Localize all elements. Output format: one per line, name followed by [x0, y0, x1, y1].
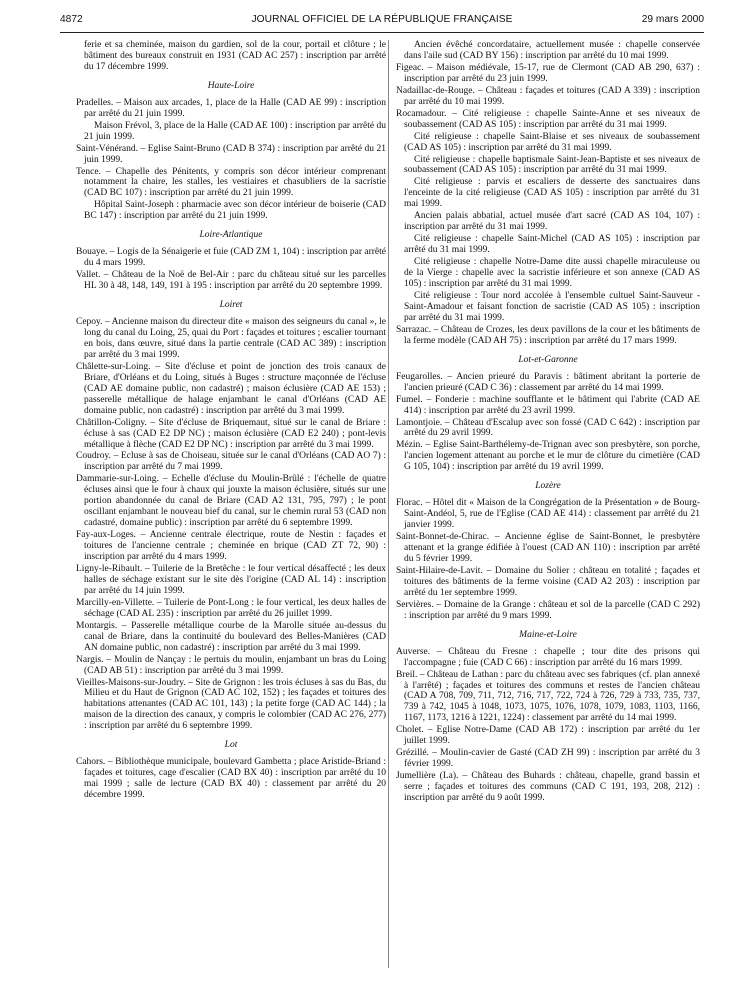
running-header: [60, 14, 704, 30]
entry: Cahors. – Bibliothèque municipale, boulevard Gambetta ; place Aristide-Briand : façades et toitures, cage d'escalier (CAD BX 40) : inscription par arrêté du 10 mai 1999 ; salle de lecture (CAD BX 40) : classement par arrêté du 20 décembre 1999.: [76, 757, 386, 801]
sub-entry: Ancien évêché concordataire, actuellement musée : chapelle conservée dans l'aile sud (CAD BY 156) : inscription par arrêté du 10 mai 1999.: [404, 40, 700, 61]
issue-date: 29 mars 2000: [641, 14, 704, 25]
entry: Tence. – Chapelle des Pénitents, y compris son décor intérieur comprenant notamment la chaire, les stalles, les vestiaires et chasubliers de la sacristie (CAD BC 107) : inscription par arrêté du 21 juin 1999.: [76, 166, 386, 199]
entry: Feugarolles. – Ancien prieuré du Paravis : bâtiment abritant la porterie de l'ancien prieuré (CAD C 36) : classement par arrêté du 14 mai 1999.: [396, 371, 700, 393]
continued-entry: ferie et sa cheminée, maison du gardien, sol de la cour, portail et clôture ; le bâtiment des bureaux construit en 1931 (CAD AC 257) : inscription par arrêté du 17 décembre 1999.: [84, 40, 386, 72]
sub-entry: Maison Frévol, 3, place de la Halle (CAD AE 100) : inscription par arrêté du 21 juin 1999.: [84, 120, 386, 142]
entry: Nadaillac-de-Rouge. – Château : façades et toitures (CAD A 339) : inscription par arrêté du 10 mai 1999.: [396, 85, 700, 107]
entry: Lamontjoie. – Château d'Escalup avec son fossé (CAD C 642) : inscription par arrêté du 29 avril 1999.: [396, 417, 700, 439]
entry: Saint-Hilaire-de-Lavit. – Domaine du Solier : château en totalité ; façades et toitures des bâtiments de la ferme voisine (CAD A2 203) : inscription par arrêté du 1er septembre 1999.: [396, 565, 700, 598]
sub-entry: Ancien palais abbatial, actuel musée d'art sacré (CAD AS 104, 107) : inscription par arrêté du 31 mai 1999.: [404, 211, 700, 233]
entry: Vallet. – Château de la Noë de Bel-Air : parc du château situé sur les parcelles HL 30 à 48, 148, 149, 191 à 195 : inscription par arrêté du 20 septembre 1999.: [76, 270, 386, 292]
sub-entry: Cité religieuse : chapelle baptismale Saint-Jean-Baptiste et ses niveaux de soubassement (CAD AS 105) : inscription par arrêté du 31 mai 1999.: [404, 154, 700, 176]
entry: Breil. – Château de Lathan : parc du château avec ses fabriques (cf. plan annexé à l'arrêté) ; façades et toitures des communs et restes de l'ancien château (CAD A 708, 709, 711, 712, 716, 717, 722, 724 à 726, 729 à 733, 735, 737, 739 à 742, 1045 à 1048, 1073, 1075, 1076, 1078, 1079, 1083, 1103, 1166, 1167, 1173, 1216 à 1221, 1224) : classement par arrêté du 14 mai 1999.: [396, 669, 700, 724]
sub-entry: Cité religieuse : parvis et escaliers de desserte des sanctuaires dans l'enceinte de la cité religieuse (CAD AS 105) : inscription par arrêté du 31 mai 1999.: [404, 177, 700, 210]
entry: Pradelles. – Maison aux arcades, 1, place de la Halle (CAD AE 99) : inscription par arrêté du 21 juin 1999.: [76, 97, 386, 119]
sub-entry: Cité religieuse : chapelle Saint-Blaise et ses niveaux de soubassement (CAD AS 105) : inscription par arrêté du 31 mai 1999.: [404, 131, 700, 153]
section-heading: Lot-et-Garonne: [518, 354, 578, 365]
entry: Fay-aux-Loges. – Ancienne centrale électrique, route de Nestin : façades et toitures de l'ancienne centrale ; cheminée en brique (CAD ZT 72, 90) : inscription par arrêté du 4 mars 1999.: [76, 530, 386, 563]
entry: Cholet. – Eglise Notre-Dame (CAD AB 172) : inscription par arrêté du 1er juillet 1999.: [396, 725, 700, 747]
entry: Florac. – Hôtel dit « Maison de la Congrégation de la Présentation » de Bourg-Saint-Andéol, 5, rue de l'Eglise (CAD AE 414) : classement par arrêté du 21 janvier 1999.: [396, 498, 700, 531]
section-heading: Haute-Loire: [207, 80, 255, 91]
entry: Bouaye. – Logis de la Sénaigerie et fuie (CAD ZM 1, 104) : inscription par arrêté du 4 mars 1999.: [76, 247, 386, 269]
entry: Ligny-le-Ribault. – Tuilerie de la Bretêche : le four vertical désaffecté ; les deux halles de séchage existant sur le site dès l'origine (CAD AL 14) : inscription par arrêté du 14 juin 1999.: [76, 563, 386, 596]
entry: Fumel. – Fonderie : machine soufflante et le bâtiment qui l'abrite (CAD AE 414) : inscription par arrêté du 23 avril 1999.: [396, 394, 700, 416]
sub-entry: Cité religieuse : chapelle Notre-Dame dite aussi chapelle miraculeuse ou de la Vierge : chapelle avec la sacristie inférieure et son annexe (CAD AS 105) : inscription par arrêté du 31 mai 1999.: [404, 257, 700, 290]
section-heading: Lot: [224, 740, 238, 751]
header-rule: [60, 32, 704, 33]
entry: Jumellière (La). – Château des Buhards : château, chapelle, grand bassin et serre ; façades et toitures des communs (CAD C 191, 193, 208, 212) : inscription par arrêté du 9 août 1999.: [396, 771, 700, 804]
section-heading: Lozère: [535, 481, 561, 492]
entry: Châlette-sur-Loing. – Site d'écluse et point de jonction des trois canaux de Briare, d'Orléans et du Loing, situés à Buges : structure maçonnée de l'écluse (CAD AE domaine public, non cadastré) ; maison éclusière (CAD AE 153) ; passerelle métallique de halage enjambant le canal d'Orléans (CAD AE domaine public, non cadastré) : inscription par arrêté du 3 mai 1999.: [76, 361, 386, 416]
entry: Marcilly-en-Villette. – Tuilerie de Pont-Long : le four vertical, les deux halles de séchage (CAD AL 235) : inscription par arrêté du 26 juillet 1999.: [76, 597, 386, 619]
entry: Figeac. – Maison médiévale, 15-17, rue de Clermont (CAD AB 290, 637) : inscription par arrêté du 23 juin 1999.: [396, 62, 700, 84]
entry: Coudroy. – Ecluse à sas de Choiseau, située sur le canal d'Orléans (CAD AO 7) : inscription par arrêté du 7 mai 1999.: [76, 451, 386, 473]
entry: Dammarie-sur-Loing. – Echelle d'écluse du Moulin-Brûlé : l'échelle de quatre écluses ainsi que le four à chaux qui jouxte la maison éclusière, situés sur une portion abandonnée du canal de Briare (CAD A2 131, 795, 797) ; le pont oscillant enjambant le nouveau bief du canal, sur le chemin rural 53 (CAD non cadastré, domaine public) : inscription par arrêté du 6 septembre 1999.: [76, 474, 386, 529]
section-heading: Maine-et-Loire: [519, 629, 577, 640]
section-heading: Loire-Atlantique: [199, 230, 263, 241]
entry: Sarrazac. – Château de Crozes, les deux pavillons de la cour et les bâtiments de la ferme modèle (CAD AH 75) : inscription par arrêté du 17 mars 1999.: [396, 324, 700, 346]
entry: Saint-Vénérand. – Eglise Saint-Bruno (CAD B 374) : inscription par arrêté du 21 juin 1999.: [76, 143, 386, 165]
journal-title: JOURNAL OFFICIEL DE LA RÉPUBLIQUE FRANÇAISE: [251, 14, 513, 25]
entry: Vieilles-Maisons-sur-Joudry. – Site de Grignon : les trois écluses à sas du Bas, du Milieu et du Haut de Grignon (CAD AC 102, 152) ; les façades et toitures des habitations attenantes (CAD AC 101, 143) ; la petite forge (CAD AC 144) ; la maison de la direction des canaux, y compris le colombier (CAD AC 276, 277) : inscription par arrêté du 6 septembre 1999.: [76, 677, 386, 732]
entry: Cepoy. – Ancienne maison du directeur dite « maison des seigneurs du canal », le long du canal du Loing, 25, quai du Port : façades et toitures ; escalier tournant en bois, dans œuvre, situé dans la partie centrale (CAD AC 389) : inscription par arrêté du 3 mai 1999.: [76, 317, 386, 360]
page-number: 4872: [60, 14, 83, 25]
sub-entry: Cité religieuse : Tour nord accolée à l'ensemble cultuel Saint-Sauveur - Saint-Amadour et faisant fonction de sacristie (CAD AS 105) : inscription par arrêté du 31 mai 1999.: [404, 290, 700, 323]
left-column: [76, 40, 386, 802]
entry: Auverse. – Château du Fresne : chapelle ; tour dite des prisons qui l'accompagne ; fuie (CAD C 66) : inscription par arrêté du 16 mars 1999.: [396, 646, 700, 668]
entry: Mézin. – Eglise Saint-Barthélemy-de-Trignan avec son presbytère, son porche, l'ancien logement attenant au porche et le mur de clôture du cimetière (CAD G 105, 104) : inscription par arrêté du 19 avril 1999.: [396, 440, 700, 473]
entry: Châtillon-Coligny. – Site d'écluse de Briquemaut, situé sur le canal de Briare : écluse à sas (CAD E2 DP NC) ; maison éclusière (CAD E2 240) ; pont-levis métallique à flèche (CAD E2 DP NC) : inscription par arrêté du 3 mai 1999.: [76, 417, 386, 450]
entry: Nargis. – Moulin de Nançay : le pertuis du moulin, enjambant un bras du Loing (CAD AB 51) : inscription par arrêté du 3 mai 1999.: [76, 654, 386, 676]
sub-entry: Cité religieuse : chapelle Saint-Michel (CAD AS 105) : inscription par arrêté du 31 mai 1999.: [404, 234, 700, 256]
section-heading: Loiret: [219, 300, 243, 311]
entry: Rocamadour. – Cité religieuse : chapelle Sainte-Anne et ses niveaux de soubassement (CAD AS 105) : inscription par arrêté du 31 mai 1999.: [396, 108, 700, 130]
entry: Servières. – Domaine de la Grange : château et sol de la parcelle (CAD C 292) : inscription par arrêté du 9 mars 1999.: [396, 599, 700, 621]
entry: Grézillé. – Moulin-cavier de Gasté (CAD ZH 99) : inscription par arrêté du 3 février 1999.: [396, 748, 700, 770]
entry: Saint-Bonnet-de-Chirac. – Ancienne église de Saint-Bonnet, le presbytère attenant et la grange édifiée à l'ouest (CAD AN 110) : inscription par arrêté du 5 février 1999.: [396, 532, 700, 564]
sub-entry: Hôpital Saint-Joseph : pharmacie avec son décor intérieur de boiserie (CAD BC 147) : inscription par arrêté du 21 juin 1999.: [84, 200, 386, 222]
right-column: [396, 40, 700, 805]
column-separator: [388, 40, 389, 968]
entry: Montargis. – Passerelle métallique courbe de la Marolle située au-dessus du canal de Briare, dans la continuité du boulevard des Belles-Manières (CAD AN domaine public, non cadastré) : inscription par arrêté du 3 mai 1999.: [76, 620, 386, 653]
